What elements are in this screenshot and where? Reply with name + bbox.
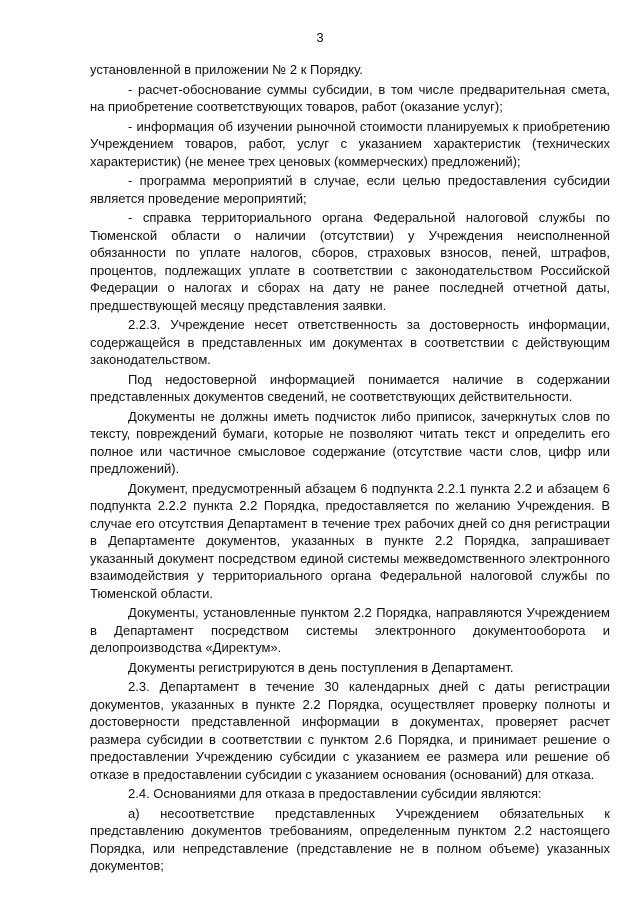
- page-number: 3: [316, 30, 324, 45]
- list-item-event-program: - программа мероприятий в случае, если целью предоставления субсидии является проведение мероприятий;: [90, 173, 610, 206]
- document-body: [90, 61, 610, 877]
- paragraph-2-3: 2.3. Департамент в течение 30 календарных дней с даты регистрации документов, указанных в пункте 2.2 Порядка, осуществляет проверку полноты и достоверности представленной информации в документах, проверяет расчет размера субсидии в соответствии с пунктом 2.6 Порядка, и принимает решение о предоставлении Учреждению субсидии с указанием ее размера или решение об отказе в предоставлении субсидии с указанием основания (оснований) для отказа.: [90, 679, 610, 782]
- list-item-calculation: - расчет-обоснование суммы субсидии, в том числе предварительная смета, на приобретение соответствующих товаров, работ (оказание услуг);: [90, 81, 610, 114]
- paragraph-document-requirements: Документы не должны иметь подчисток либо приписок, зачеркнутых слов по тексту, повреждений бумаги, которые не позволяют читать текст и определить его полное или частичное смысловое содержание (отсутствие части слов, цифр или предложений).: [90, 408, 610, 476]
- paragraph-2-4: 2.4. Основаниями для отказа в предоставлении субсидии являются:: [128, 786, 542, 801]
- paragraph-optional-document: Документ, предусмотренный абзацем 6 подпункта 2.2.1 пункта 2.2 и абзацем 6 подпункта 2.2.2 пункта 2.2 Порядка, предоставляется по желанию Учреждения. В случае его отсутствия Департамент в течение трех рабочих дней со дня регистрации в Департаменте документов, указанных в пункте 2.2 Порядка, запрашивает указанный документ посредством единой системы межведомственного электронного взаимодействия у территориального органа Федеральной налоговой службы по Тюменской области.: [90, 480, 610, 601]
- paragraph-continuation: установленной в приложении № 2 к Порядку.: [90, 62, 363, 77]
- paragraph-false-information: Под недостоверной информацией понимается наличие в содержании представленных документов сведений, не соответствующих действительности.: [90, 371, 610, 404]
- paragraph-registration: Документы регистрируются в день поступления в Департамент.: [128, 659, 514, 675]
- paragraph-submission-system: Документы, установленные пунктом 2.2 Порядка, направляются Учреждением в Департамент посредством системы электронного документооборота и делопроизводства «Директум».: [90, 605, 610, 655]
- list-item-a: а) несоответствие представленных Учреждением обязательных к представлению документов требованиям, определенным пунктом 2.2 настоящего Порядка, или непредставление (представление не в полном объеме) указанных документов;: [90, 805, 610, 873]
- list-item-tax-certificate: - справка территориального органа Федеральной налоговой службы по Тюменской области о наличии (отсутствии) у Учреждения неисполненной обязанности по уплате налогов, сборов, страховых взносов, пеней, штрафов, процентов, подлежащих уплате в соответствии с законодательством Российской Федерации о налогах и сборах на дату не ранее последней отчетной даты, предшествующей месяцу представления заявки.: [90, 210, 610, 313]
- paragraph-2-2-3: 2.2.3. Учреждение несет ответственность за достоверность информации, содержащейся в представленных им документах в соответствии с действующим законодательством.: [90, 317, 610, 367]
- list-item-market-price-info: - информация об изучении рыночной стоимости планируемых к приобретению Учреждением товаров, работ, услуг с указанием характеристик (технических характеристик) (не менее трех ценовых (коммерческих) предложений);: [90, 118, 610, 169]
